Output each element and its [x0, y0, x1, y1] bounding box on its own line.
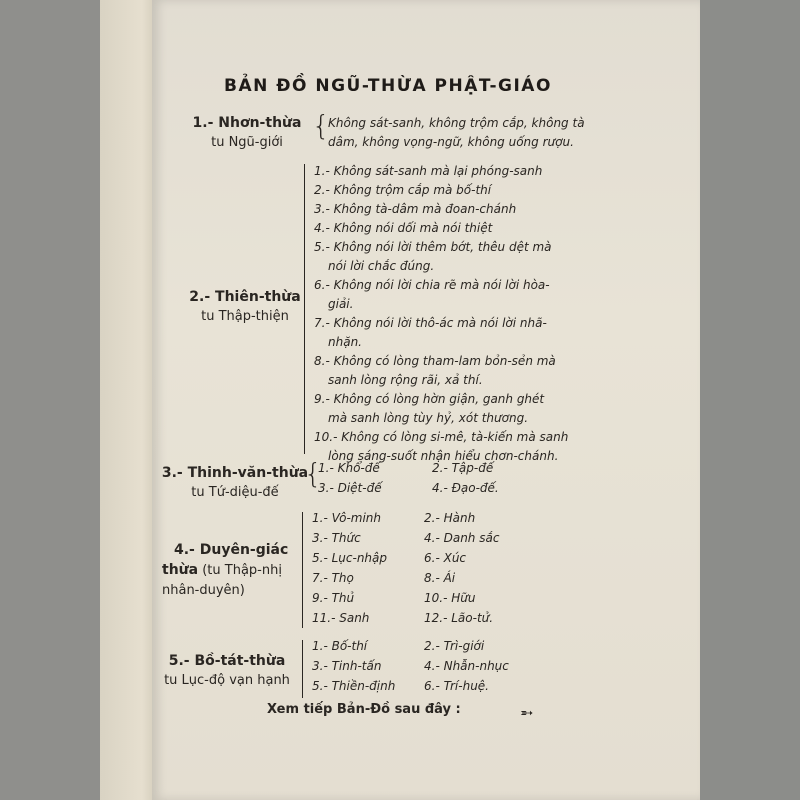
section-4-name2: thừa — [162, 562, 199, 578]
section-5-name: 5.- Bồ-tát-thừa — [168, 653, 286, 669]
section-3-sub: tu Tứ-diệu-đế — [191, 485, 279, 500]
section-4-label — [162, 540, 302, 601]
section-2-label — [170, 288, 320, 326]
brace-4 — [302, 512, 303, 628]
section-1-sub: tu Ngũ-giới — [211, 135, 283, 150]
section-4-sub2: nhân-duyên) — [162, 583, 245, 598]
ten-item-6: 6.- Không nói lời chia rẽ mà nói lời hòa- giải. — [314, 278, 550, 311]
section-4-name: 4.- Duyên-giác — [174, 542, 289, 558]
book-page — [152, 0, 700, 800]
background-edge — [700, 0, 800, 800]
section-3-left: 1.- Khổ-đế 3.- Diệt-đế — [318, 461, 382, 495]
brace-3: { — [304, 457, 322, 490]
ten-item-10: 10.- Không có lòng si-mê, tà-kiến mà sanh lòng sáng-suốt nhận hiểu chơn-chánh. — [314, 430, 569, 463]
ten-item-1: 1.- Không sát-sanh mà lại phóng-sanh — [314, 164, 543, 178]
footer-note: Xem tiếp Bản-Đồ sau đây : — [267, 702, 461, 717]
section-5-right: 2.- Trì-giới 4.- Nhẫn-nhục 6.- Trí-huệ. — [424, 639, 509, 693]
ten-item-8: 8.- Không có lòng tham-lam bỏn-sẻn mà sanh lòng rộng rãi, xả thí. — [314, 354, 556, 387]
section-3-right: 2.- Tập-đế 4.- Đạo-đế. — [432, 461, 499, 495]
section-3-label — [160, 464, 310, 502]
section-2-sub: tu Thập-thiện — [201, 309, 289, 324]
section-1-line-1: Không sát-sanh, không trộm cắp, không tà — [328, 116, 585, 130]
brace-5 — [302, 640, 303, 698]
section-2-name: 2.- Thiên-thừa — [189, 289, 301, 305]
section-5-sub: tu Lục-độ vạn hạnh — [164, 673, 290, 688]
ten-item-4: 4.- Không nói dối mà nói thiệt — [314, 221, 493, 235]
section-1-text — [328, 114, 585, 152]
section-3-name: 3.- Thinh-văn-thừa — [161, 465, 309, 481]
ten-item-7: 7.- Không nói lời thô-ác mà nói lời nhã- nhặn. — [314, 316, 547, 349]
ten-item-2: 2.- Không trộm cắp mà bố-thí — [314, 183, 492, 197]
brace-2 — [304, 164, 305, 454]
page-title: BẢN ĐỒ NGŨ-THỪA PHẬT-GIÁO — [224, 76, 552, 96]
section-1-label — [182, 114, 312, 152]
ten-item-9: 9.- Không có lòng hờn giận, ganh ghét mà sanh lòng tùy hỷ, xót thương. — [314, 392, 545, 425]
section-2-list — [314, 162, 694, 466]
arrow-icon: ➵ — [520, 703, 534, 722]
ten-item-5: 5.- Không nói lời thêm bớt, thêu dệt mà nói lời chắc đúng. — [314, 240, 552, 273]
section-5-left: 1.- Bố-thí 3.- Tinh-tấn 5.- Thiền-định — [312, 639, 396, 693]
section-5-label — [152, 652, 302, 690]
section-4-right: 2.- Hành 4.- Danh sắc 6.- Xúc 8.- Ái 10.- Hữu 12.- Lão-tử. — [424, 511, 500, 625]
section-4-sub: (tu Thập-nhị — [202, 563, 282, 578]
section-4-left: 1.- Vô-minh 3.- Thức 5.- Lục-nhập 7.- Thọ 9.- Thủ 11.- Sanh — [312, 511, 387, 625]
left-page-edge — [100, 0, 160, 800]
section-1-line-2: dâm, không vọng-ngữ, không uống rượu. — [328, 135, 574, 149]
ten-item-3: 3.- Không tà-dâm mà đoan-chánh — [314, 202, 517, 216]
brace-1: { — [312, 109, 330, 142]
section-1-name: 1.- Nhơn-thừa — [192, 115, 302, 131]
